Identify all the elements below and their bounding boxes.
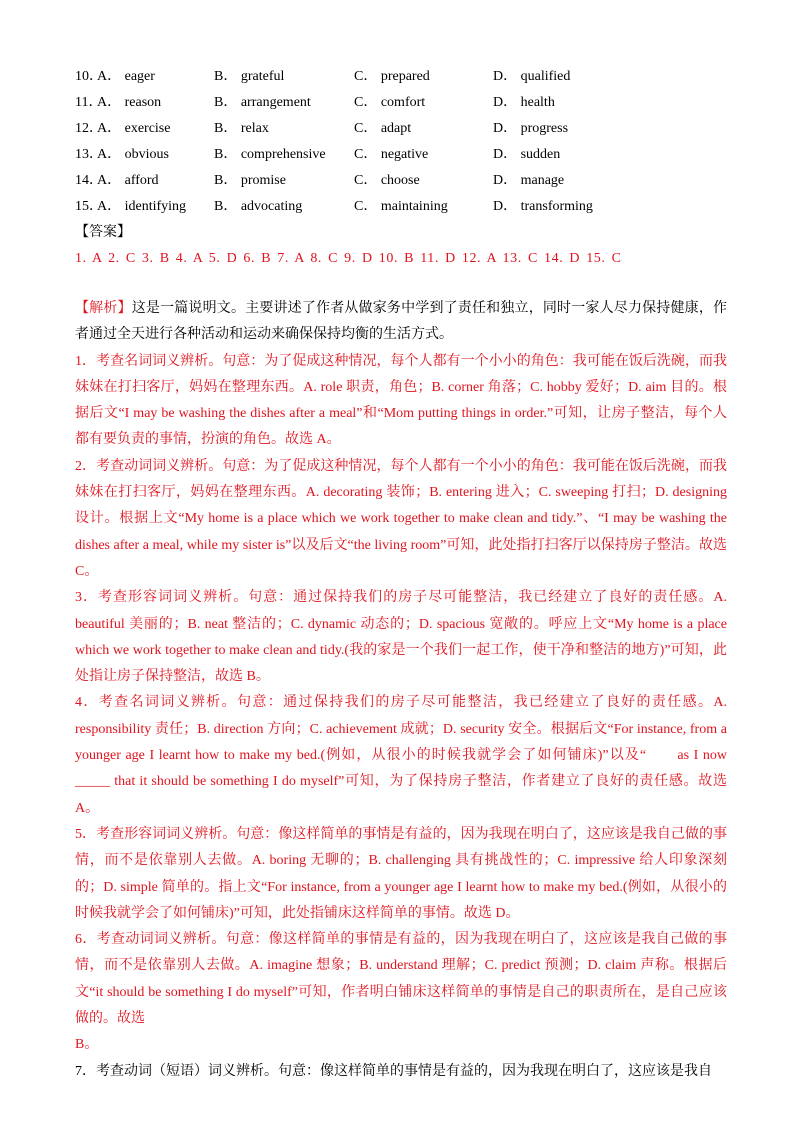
analysis-intro: 这是一篇说明文。主要讲述了作者从做家务中学到了责任和独立，同时一家人尽力保持健康，作者通过全天进行各种活动和运动来确保保持均衡的生活方式。 [75,301,728,343]
analysis-item: 4．考查名词词义辨析。句意：通过保持我们的房子尽可能整洁，我已经建立了良好的责任感。A. responsibility 责任；B. direction 方向；C. achievement 成就；D. security 安全。根据后文“For instance, from a younger age I learnt how to make my bed.(例如，从很小的时候我就学会了如何铺床)”以及“ as I now _____ that it should be something I do myself”可知，为了保持房子整洁，作者建立了良好的责任感。故选 A。 [75,695,727,816]
option-row [75,66,735,92]
option-list [75,66,735,222]
option-c: C． comfort [354,95,426,110]
option-d: D． qualified [493,69,571,84]
option-a: A． eager [97,69,155,84]
option-d: D． progress [493,121,569,136]
option-c: C． prepared [354,69,430,84]
option-a: A． afford [97,173,159,188]
option-a: A． reason [97,95,162,110]
answer-section [75,220,730,272]
analysis-item: 7．考查动词（短语）词义辨析。句意：像这样简单的事情是有益的，因为我现在明白了，这应该是我自 [75,1063,712,1079]
analysis-heading: 【解析】 [75,301,132,316]
question-number: 10． [75,69,103,84]
question-number: 14． [75,173,103,188]
analysis-item: 1．考查名词词义辨析。句意：为了促成这种情况，每个人都有一个小小的角色：我可能在饭后洗碗，而我妹妹在打扫客厅，妈妈在整理东西。A. role 职责，角色；B. corner 角落；C. hobby 爱好；D. aim 目的。根据后文“I may be washing the dishes after a meal”和“Mom putting things in order.”可知，让房子整洁，每个人都有要负责的事情，扮演的角色。故选 A。 [75,353,727,448]
option-b: B． comprehensive [214,147,326,162]
option-b: B． relax [214,121,269,136]
option-c: C． negative [354,147,429,162]
analysis-section [75,296,727,1085]
answer-heading: 【答案】 [75,225,131,240]
option-c: C． adapt [354,121,412,136]
option-b: B． grateful [214,69,285,84]
question-number: 11． [75,95,103,110]
option-d: D． sudden [493,147,561,162]
option-row [75,144,735,170]
option-b: B． promise [214,173,286,188]
option-b: B． arrangement [214,95,311,110]
option-row [75,170,735,196]
analysis-item: 2．考查动词词义辨析。句意：为了促成这种情况，每个人都有一个小小的角色：我可能在饭后洗碗，而我妹妹在打扫客厅，妈妈在整理东西。A. decorating 装饰；B. entering 进入；C. sweeping 打扫；D. designing 设计。根据上文“My home is a place which we work together to make clean and tidy.”、“I may be washing the dishes after a meal, while my sister is”以及后文“the living room”可知，此处指打扫客厅以保持房子整洁。故选 C。 [75,458,727,579]
option-c: C． maintaining [354,199,448,214]
option-row [75,196,735,222]
question-number: 12． [75,121,103,136]
option-row [75,118,735,144]
option-d: D． manage [493,173,565,188]
option-row [75,92,735,118]
question-number: 15． [75,199,103,214]
answer-key: 1. A 2. C 3. B 4. A 5. D 6. B 7. A 8. C 9. D 10. B 11. D 12. A 13. C 14. D 15. C [75,251,622,266]
option-a: A． identifying [97,199,187,214]
analysis-item: 6．考查动词词义辨析。句意：像这样简单的事情是有益的，因为我现在明白了，这应该是我自己做的事情，而不是依靠别人去做。A. imagine 想象；B. understand 理解；C. predict 预测；D. claim 声称。根据后文“it should be something I do myself”可知，作者明白铺床这样简单的事情是自己的职责所在，是自己应该做的。故选 B。 [75,932,727,1053]
option-d: D． health [493,95,555,110]
option-c: C． choose [354,173,420,188]
analysis-item: 3．考查形容词词义辨析。句意：通过保持我们的房子尽可能整洁，我已经建立了良好的责任感。A. beautiful 美丽的；B. neat 整洁的；C. dynamic 动态的；D. spacious 宽敞的。呼应上文“My home is a place which we work together to make clean and tidy.(我的家是一个我们一起工作，使干净和整洁的地方)”可知，此处指让房子保持整洁，故选 B。 [75,590,727,685]
option-a: A． exercise [97,121,171,136]
option-a: A． obvious [97,147,169,162]
analysis-intro-paragraph [75,296,727,349]
analysis-item: 5．考查形容词词义辨析。句意：像这样简单的事情是有益的，因为我现在明白了，这应该是我自己做的事情，而不是依靠别人去做。A. boring 无聊的；B. challenging 具有挑战性的；C. impressive 给人印象深刻的；D. simple 简单的。指上文“For instance, from a younger age I learnt how to make my bed.(例如，从很小的时候我就学会了如何铺床)”可知，此处指铺床这样简单的事情。故选 D。 [75,826,727,921]
option-b: B． advocating [214,199,303,214]
question-number: 13． [75,147,103,162]
option-d: D． transforming [493,199,593,214]
